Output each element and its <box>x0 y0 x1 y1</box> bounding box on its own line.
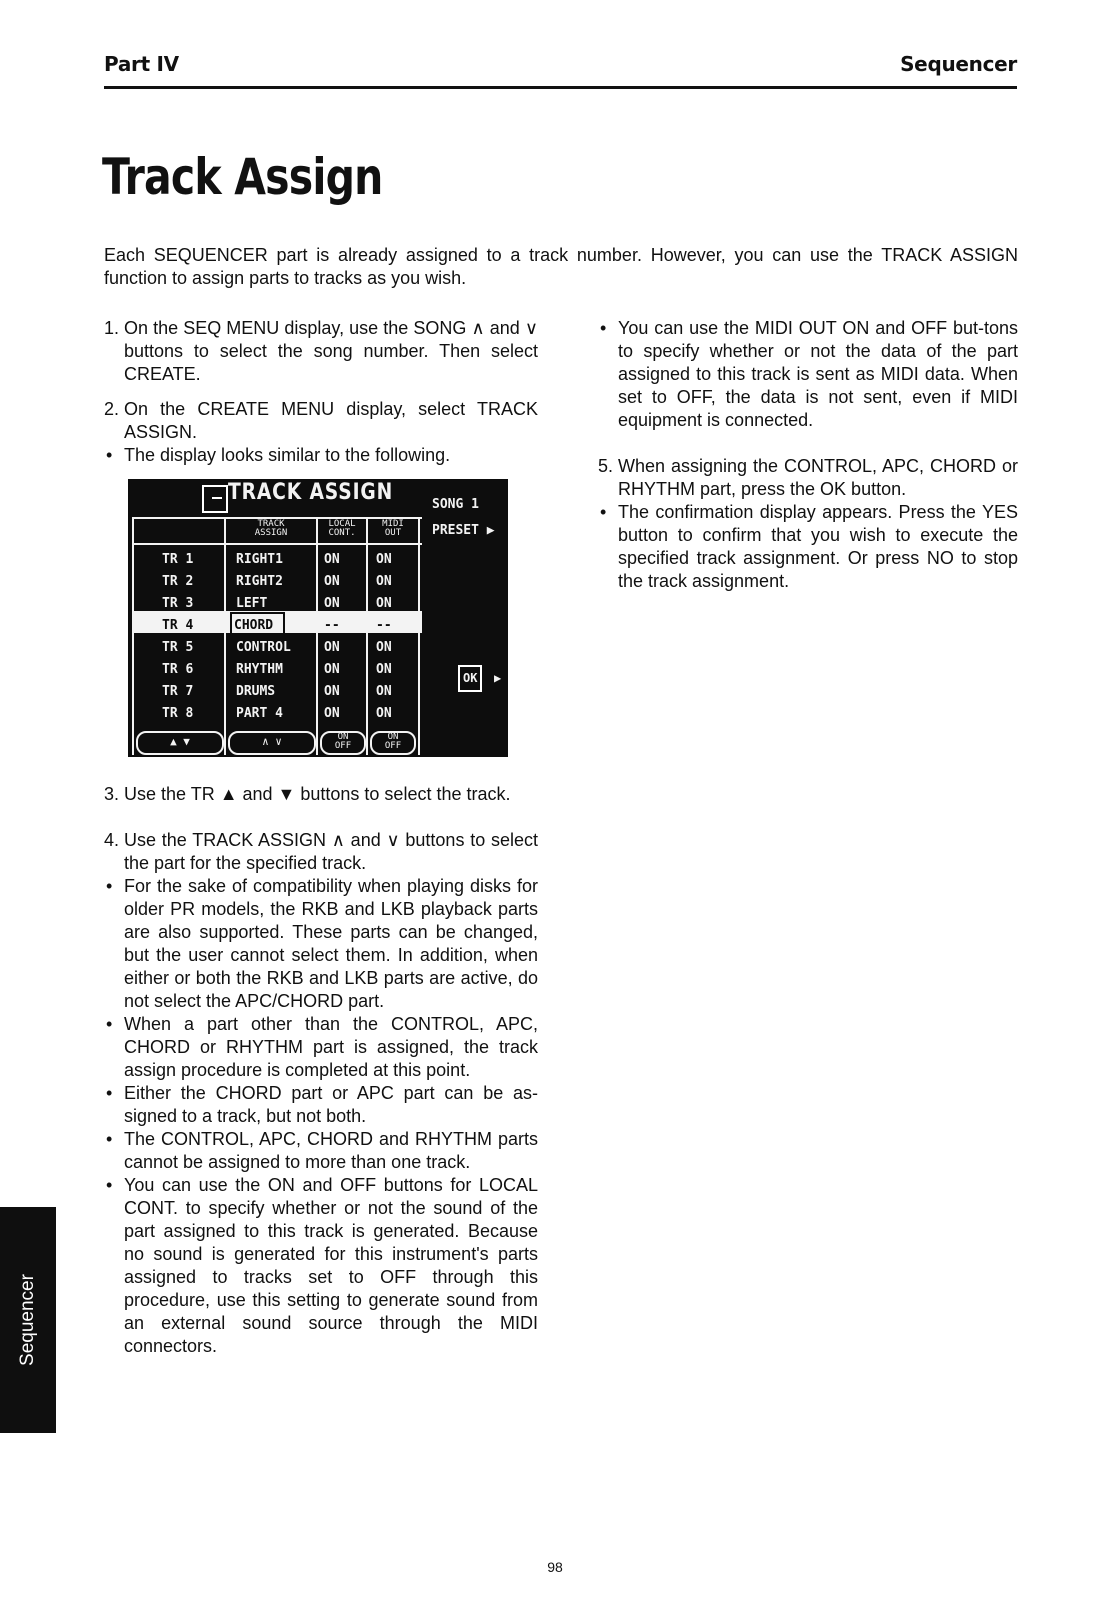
bullet-item: • The display looks similar to the following. <box>104 444 538 467</box>
page-title: Track Assign <box>102 148 383 206</box>
bullet-item: • Either the CHORD part or APC part can be as-signed to a track, but not both. <box>104 1082 538 1128</box>
left-column <box>104 317 538 1358</box>
step-4 <box>104 829 538 875</box>
bullet-item: • For the sake of compatibility when playing disks for older PR models, the RKB and LKB playback parts are also supported. These parts can be changed, but the user cannot select them. In addition, when either or both the RKB and LKB parts are active, do not select the APC/CHORD part. <box>104 875 538 1013</box>
step-text: On the CREATE MENU display, select TRACK ASSIGN. <box>124 399 538 442</box>
lcd-ok-arrow-icon: ▶ <box>494 671 502 685</box>
step-text: When assigning the CONTROL, APC, CHORD or RHYTHM part, press the OK button. <box>618 456 1018 499</box>
step-number: 5. <box>598 456 614 476</box>
lcd-assign-updown-key: ∧ ∨ <box>228 731 316 755</box>
lcd-ok-button: OK <box>458 665 482 692</box>
lcd-preset: PRESET ▶ <box>432 523 495 538</box>
lcd-row-tr2: TR 2 RIGHT2 ON ON <box>162 574 392 589</box>
page-number: 98 <box>547 1559 563 1575</box>
step-number: 2. <box>104 399 120 419</box>
lcd-row-tr6: TR 6 RHYTHM ON ON <box>162 662 392 677</box>
header-part: Part IV <box>104 52 179 76</box>
right-column <box>598 317 1018 593</box>
header-section: Sequencer <box>900 52 1017 76</box>
bullet-item: • The confirmation display appears. Press the YES button to confirm that you wish to execute the specified track assignment. Or press NO to stop the track assignment. <box>598 501 1018 593</box>
lcd-menu-icon <box>202 485 228 513</box>
bullet-item: • You can use the MIDI OUT ON and OFF but-tons to specify whether or not the data of the part assigned to this track is sent as MIDI data. When set to OFF, the data is not sent, even if MIDI equipment is connected. <box>598 317 1018 432</box>
lcd-row-tr1: TR 1 RIGHT1 ON ON <box>162 552 392 567</box>
lcd-col-local-cont: LOCAL CONT. <box>328 519 356 538</box>
side-tab-label: Sequencer <box>17 1274 38 1366</box>
lcd-track-table <box>132 517 422 755</box>
lcd-display <box>128 479 508 757</box>
bullet-item: • The CONTROL, APC, CHORD and RHYTHM parts cannot be assigned to more than one track. <box>104 1128 538 1174</box>
step-number: 3. <box>104 784 120 804</box>
lcd-title: TRACK ASSIGN <box>228 480 394 505</box>
bullet-item: • You can use the ON and OFF buttons for LOCAL CONT. to specify whether or not the sound of the part assigned to this track is generated. Because no sound is generated for this instrument's parts assigned to tracks set to OFF through this procedure, use this setting to generate sound from an external sound source through the MIDI connectors. <box>104 1174 538 1358</box>
step-3 <box>104 783 538 806</box>
step-text: Use the TRACK ASSIGN ∧ and ∨ buttons to select the part for the specified track. <box>124 830 538 873</box>
lcd-row-tr8: TR 8 PART 4 ON ON <box>162 706 392 721</box>
step-2 <box>104 398 538 444</box>
intro-text: Each SEQUENCER part is already assigned to a track number. However, you can use the TRACK ASSIGN function to assign parts to tracks as you wish. <box>104 245 1018 288</box>
step-5 <box>598 455 1018 501</box>
lcd-row-tr4-selected: TR 4 CHORD -- -- <box>132 611 422 633</box>
intro-paragraph <box>104 244 1018 290</box>
lcd-softkey-row <box>132 729 422 755</box>
header-rule <box>104 86 1017 89</box>
lcd-col-track-assign: TRACK ASSIGN <box>254 519 288 538</box>
lcd-tr-updown-key: ▲ ▼ <box>136 731 224 755</box>
step-number: 1. <box>104 318 120 338</box>
lcd-col-midi-out: MIDI OUT <box>382 519 404 538</box>
lcd-row-tr3: TR 3 LEFT ON ON <box>162 596 392 611</box>
lcd-midi-onoff-key: ON OFF <box>370 731 416 755</box>
lcd-row-tr7: TR 7 DRUMS ON ON <box>162 684 392 699</box>
step-1 <box>104 317 538 386</box>
bullet-item: • When a part other than the CONTROL, APC, CHORD or RHYTHM part is assigned, the track assign procedure is completed at this point. <box>104 1013 538 1082</box>
step-text: On the SEQ MENU display, use the SONG ∧ and ∨ buttons to select the song number. Then select CREATE. <box>124 318 538 384</box>
step-text: Use the TR ▲ and ▼ buttons to select the track. <box>124 784 511 804</box>
section-side-tab <box>0 1207 56 1433</box>
lcd-row-tr5: TR 5 CONTROL ON ON <box>162 640 392 655</box>
lcd-song: SONG 1 <box>432 497 479 512</box>
lcd-local-onoff-key: ON OFF <box>320 731 366 755</box>
step-number: 4. <box>104 830 120 850</box>
